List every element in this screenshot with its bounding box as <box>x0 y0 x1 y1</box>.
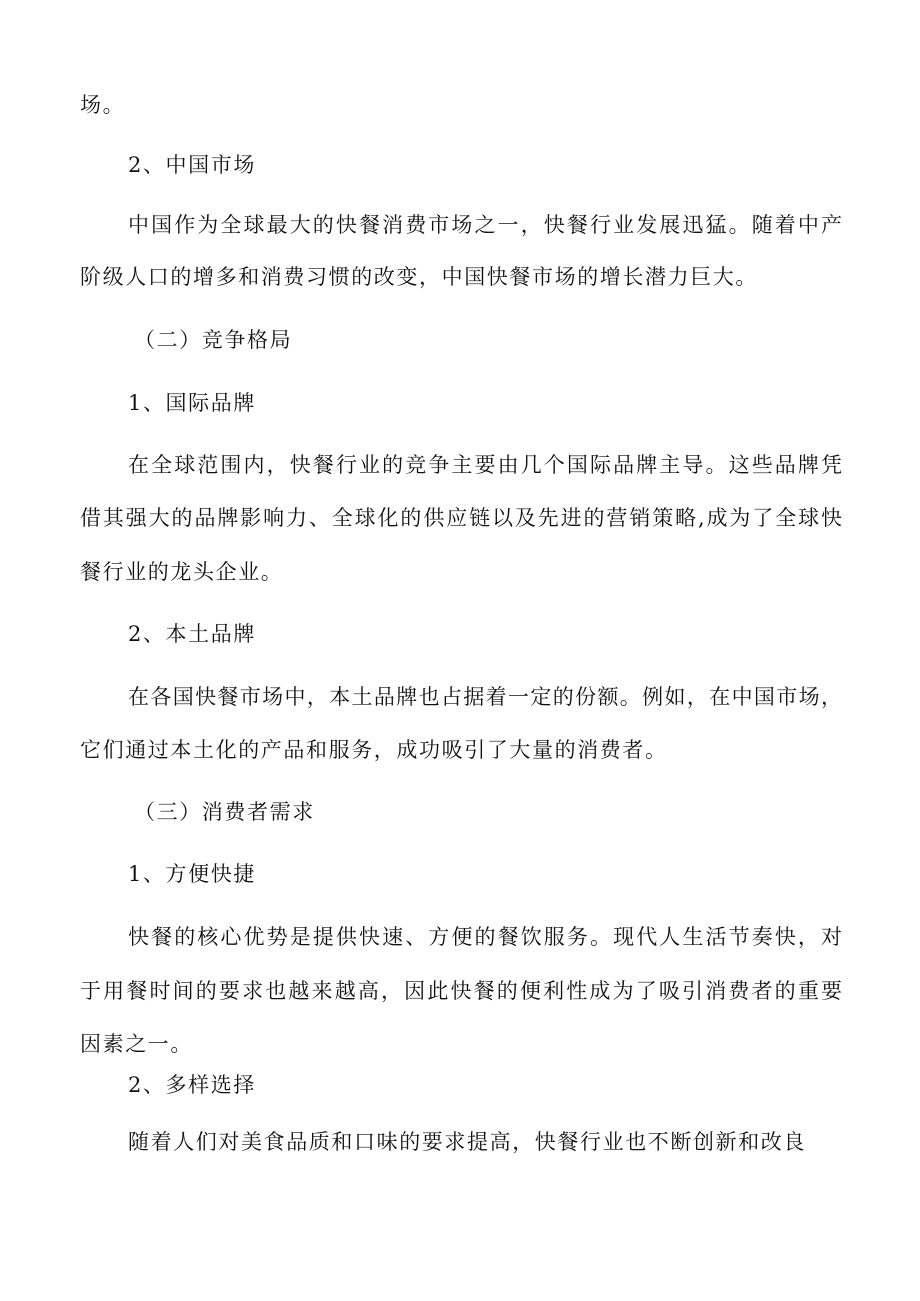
section-heading-consumer-demand: （三）消费者需求 <box>134 800 315 824</box>
paragraph-continuation: 场。 <box>80 93 126 117</box>
heading-convenience: 1、方便快捷 <box>128 862 256 886</box>
paragraph-line: 快餐的核心优势是提供快速、方便的餐饮服务。现代人生活节奏快，对 <box>128 925 842 949</box>
paragraph-line: 它们通过本土化的产品和服务，成功吸引了大量的消费者。 <box>80 738 668 762</box>
paragraph-line: 于用餐时间的要求也越来越高，因此快餐的便利性成为了吸引消费者的重要 <box>80 979 842 1003</box>
paragraph-line: 阶级人口的增多和消费习惯的改变，中国快餐市场的增长潜力巨大。 <box>80 265 758 289</box>
heading-local-brands: 2、本土品牌 <box>128 622 256 646</box>
heading-international-brands: 1、国际品牌 <box>128 391 256 415</box>
paragraph-line: 因素之一。 <box>80 1032 193 1056</box>
paragraph-line: 借其强大的品牌影响力、全球化的供应链以及先进的营销策略,成为了全球快 <box>80 506 842 530</box>
paragraph-line: 随着人们对美食品质和口味的要求提高，快餐行业也不断创新和改良 <box>128 1130 806 1154</box>
paragraph-line: 在各国快餐市场中，本土品牌也占据着一定的份额。例如，在中国市场， <box>128 685 842 709</box>
paragraph-line: 在全球范围内，快餐行业的竞争主要由几个国际品牌主导。这些品牌凭 <box>128 453 842 477</box>
heading-china-market: 2、中国市场 <box>128 153 256 177</box>
paragraph-line: 中国作为全球最大的快餐消费市场之一，快餐行业发展迅猛。随着中产 <box>128 213 842 237</box>
section-heading-competition: （二）竞争格局 <box>134 328 293 352</box>
paragraph-line: 餐行业的龙头企业。 <box>80 560 284 584</box>
heading-variety: 2、多样选择 <box>128 1073 256 1097</box>
